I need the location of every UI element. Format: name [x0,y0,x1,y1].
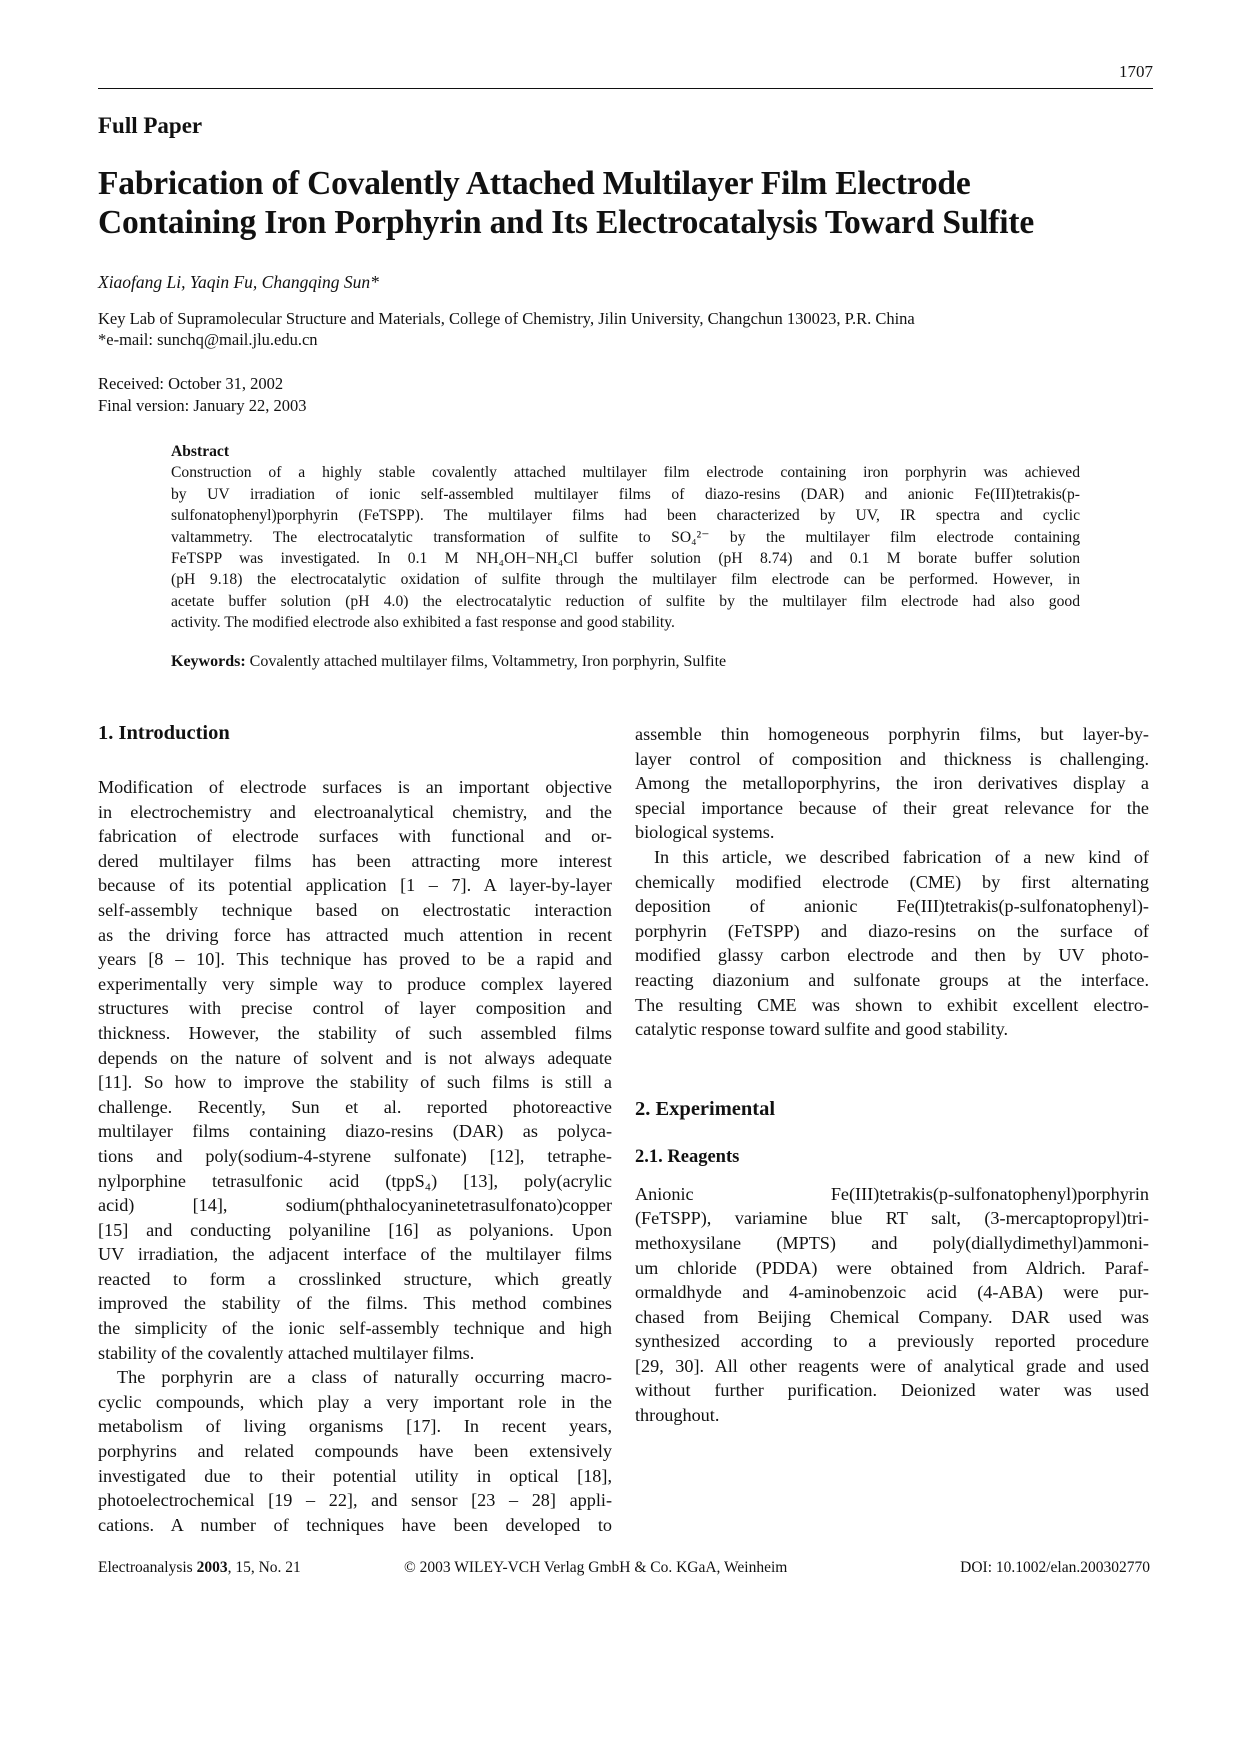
footer-journal [98,1559,301,1577]
text-line: um chloride (PDDA) were obtained from Aldrich. Paraf- [635,1257,1149,1278]
section-label: Full Paper [98,113,203,138]
text-line: assemble thin homogeneous porphyrin films, but layer-by- [635,724,1149,744]
intro-paragraph [98,1365,612,1537]
text-line: years [8 – 10]. This technique has proved to be a rapid and [98,949,612,970]
text-line: because of its potential application [1 – 7]. A layer-by-layer [98,875,612,896]
keywords-text: Covalently attached multilayer films, Voltammetry, Iron porphyrin, Sulfite [245,653,727,670]
paper-title [98,164,1034,242]
final-version-date: Final version: January 22, 2003 [98,396,307,415]
text-line: UV irradiation, the adjacent interface of the multilayer films [98,1244,612,1265]
text-line: photoelectrochemical [19 – 22], and sensor [23 – 28] appli- [98,1490,612,1511]
abstract-line: FeTSPP was investigated. In 0.1 M NH₄OH−NH₄Cl buffer solution (pH 8.74) and 0.1 M borate buffer solution [171,549,1080,567]
text-line: self-assembly technique based on electrostatic interaction [98,899,612,920]
text-line: synthesized according to a previously reported procedure [635,1331,1149,1352]
text-line: layer control of composition and thickness is challenging. [635,748,1149,769]
text-line: [29, 30]. All other reagents were of analytical grade and used [635,1355,1149,1376]
email: *e-mail: sunchq@mail.jlu.edu.cn [98,330,318,349]
affiliation: Key Lab of Supramolecular Structure and Materials, College of Chemistry, Jilin University, Changchun 130023, P.R. China [98,309,915,328]
text-line: porphyrins and related compounds have been extensively [98,1441,612,1462]
abstract-line: sulfonatophenyl)porphyrin (FeTSPP). The multilayer films had been characterized by UV, IR spectra and cyclic [171,507,1080,525]
intro-paragraph-continued [635,722,1149,845]
text-line: depends on the nature of solvent and is not always adequate [98,1047,612,1068]
journal-volume: , 15, No. 21 [227,1559,301,1576]
text-line: Among the metalloporphyrins, the iron derivatives display a [635,773,1149,794]
text-line: reacting diazonium and sulfonate groups at the interface. [635,969,1149,990]
keywords [171,653,726,671]
text-line: ormaldhyde and 4-aminobenzoic acid (4-ABA) were pur- [635,1282,1149,1303]
text-line: thickness. However, the stability of such assembled films [98,1022,612,1043]
text-line: acid) [14], sodium(phthalocyaninetetrasulfonato)copper [98,1195,612,1216]
text-line: Anionic Fe(III)tetrakis(p-sulfonatophenyl)porphyrin [635,1183,1149,1204]
text-line: Modification of electrode surfaces is an important objective [98,777,612,797]
page-number: 1707 [1119,62,1153,81]
text-line: nylporphine tetrasulfonic acid (tppS₄) [13], poly(acrylic [98,1170,612,1191]
abstract-heading: Abstract [171,443,230,460]
abstract-line: Construction of a highly stable covalently attached multilayer film electrode containing iron porphyrin was achieved [171,464,1080,482]
keywords-label: Keywords: [171,653,246,670]
text-line: dered multilayer films has been attracting more interest [98,850,612,871]
introduction-heading: 1. Introduction [98,722,230,744]
text-line: The porphyrin are a class of naturally occurring macro- [117,1367,612,1388]
text-line: improved the stability of the films. This method combines [98,1293,612,1314]
text-line: methoxysilane (MPTS) and poly(diallydimethyl)ammoni- [635,1232,1149,1253]
footer-doi: DOI: 10.1002/elan.200302770 [960,1559,1150,1576]
abstract-body [171,462,1080,633]
abstract-line: valtammetry. The electrocatalytic transformation of sulfite to SO₄²⁻ by the multilayer film electrode containing [171,528,1080,546]
text-line: multilayer films containing diazo-resins (DAR) as polyca- [98,1121,612,1142]
text-line: structures with precise control of layer composition and [98,998,612,1019]
reagents-paragraph [635,1182,1149,1428]
journal-name: Electroanalysis [98,1559,197,1576]
title-line: Fabrication of Covalently Attached Multilayer Film Electrode [98,165,971,202]
text-line: metabolism of living organisms [17]. In recent years, [98,1416,612,1437]
text-line: chased from Beijing Chemical Company. DAR used was [635,1306,1149,1327]
abstract-line: acetate buffer solution (pH 4.0) the electrocatalytic reduction of sulfite by the multilayer film electrode had also good [171,592,1080,610]
abstract-line: by UV irradiation of ionic self-assembled multilayer films of diazo-resins (DAR) and anionic Fe(III)tetrakis(p- [171,485,1080,503]
text-line: The resulting CME was shown to exhibit excellent electro- [635,994,1149,1015]
text-line: deposition of anionic Fe(III)tetrakis(p-sulfonatophenyl)- [635,896,1149,917]
text-line: [11]. So how to improve the stability of such films is still a [98,1072,612,1093]
text-line: challenge. Recently, Sun et al. reported photoreactive [98,1096,612,1117]
authors: Xiaofang Li, Yaqin Fu, Changqing Sun* [98,272,379,292]
text-line: without further purification. Deionized water was used [635,1380,1149,1401]
text-line: (FeTSPP), variamine blue RT salt, (3-mercaptopropyl)tri- [635,1208,1149,1229]
text-line: tions and poly(sodium-4-styrene sulfonate) [12], tetraphe- [98,1145,612,1166]
intro-paragraph [635,845,1149,1042]
text-line: as the driving force has attracted much attention in recent [98,924,612,945]
abstract-line: (pH 9.18) the electrocatalytic oxidation of sulfite through the multilayer film electrode can be performed. However, in [171,571,1080,589]
title-line: Containing Iron Porphyrin and Its Electrocatalysis Toward Sulfite [98,204,1034,241]
abstract-line: activity. The modified electrode also exhibited a fast response and good stability. [171,614,675,632]
dates-block [98,373,307,417]
header-rule [98,88,1153,89]
text-line: investigated due to their potential utility in optical [18], [98,1465,612,1486]
text-line: chemically modified electrode (CME) by first alternating [635,871,1149,892]
text-line: cyclic compounds, which play a very important role in the [98,1391,612,1412]
text-line: experimentally very simple way to produce complex layered [98,973,612,994]
text-line: fabrication of electrode surfaces with functional and or- [98,826,612,847]
right-column [635,722,1149,1428]
text-line: in electrochemistry and electroanalytical chemistry, and the [98,801,612,822]
text-line: modified glassy carbon electrode and then by UV photo- [635,945,1149,966]
experimental-heading: 2. Experimental [635,1097,776,1120]
journal-year: 2003 [196,1559,228,1576]
affiliation-block [98,308,915,350]
intro-paragraph [98,775,612,1365]
text-line: porphyrin (FeTSPP) and diazo-resins on the surface of [635,920,1149,941]
received-date: Received: October 31, 2002 [98,374,284,393]
reagents-heading: 2.1. Reagents [635,1146,740,1167]
text-line: throughout. [635,1405,720,1426]
text-line: reacted to form a crosslinked structure, which greatly [98,1268,612,1289]
footer-copyright: © 2003 WILEY-VCH Verlag GmbH & Co. KGaA, Weinheim [404,1559,788,1576]
text-line: catalytic response toward sulfite and good stability. [635,1019,1009,1040]
text-line: the simplicity of the ionic self-assembly technique and high [98,1318,612,1339]
text-line: special importance because of their great relevance for the [635,797,1149,818]
text-line: In this article, we described fabrication of a new kind of [654,846,1149,867]
text-line: cations. A number of techniques have been developed to [98,1514,612,1535]
abstract [171,441,1080,634]
text-line: [15] and conducting polyaniline [16] as polyanions. Upon [98,1219,612,1240]
text-line: biological systems. [635,822,775,843]
text-line: stability of the covalently attached multilayer films. [98,1342,475,1363]
left-column [98,722,612,1537]
